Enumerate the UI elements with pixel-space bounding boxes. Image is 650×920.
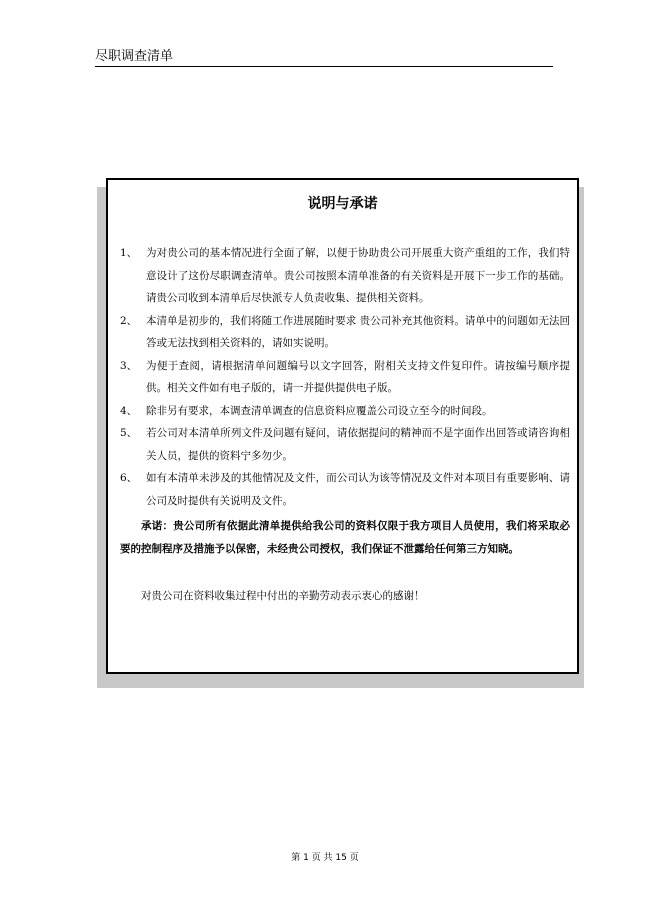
list-item	[120, 422, 570, 467]
page-header	[95, 50, 553, 67]
page-number: 第 1 页 共 15 页	[291, 853, 359, 863]
list-item	[120, 310, 570, 355]
notice-box	[106, 178, 579, 674]
item-text: 若公司对本清单所列文件及问题有疑问，请依据提问的精神而不是字面作出回答或请咨询相关人员，提供的资料宁多勿少。	[146, 427, 570, 462]
notice-list	[120, 242, 570, 512]
pledge-statement: 承诺：贵公司所有依据此清单提供给我公司的资料仅限于我方项目人员使用，我们将采取必要的控制程序及措施予以保密，未经贵公司授权，我们保证不泄露给任何第三方知晓。	[120, 520, 570, 555]
list-item	[120, 467, 570, 512]
item-text: 如有本清单未涉及的其他情况及文件，而公司认为该等情况及文件对本项目有重要影响、请公司及时提供有关说明及文件。	[146, 472, 570, 507]
notice-title: 说明与承诺	[307, 196, 378, 212]
header-title: 尽职调查清单	[95, 49, 174, 64]
item-text: 为便于查阅，请根据清单问题编号以文字回答，附相关支持文件复印件。请按编号顺序提供。相关文件如有电子版的，请一并提供提供电子版。	[146, 359, 570, 394]
item-text: 除非另有要求，本调查清单调查的信息资料应覆盖公司设立至今的时间段。	[146, 404, 493, 417]
list-item	[120, 400, 570, 423]
item-text: 为对贵公司的基本情况进行全面了解，以便于协助贵公司开展重大资产重组的工作，我们特意设计了这份尽职调查清单。贵公司按照本清单准备的有关资料是开展下一步工作的基础。请贵公司收到本清单后尽快派专人负责收集、提供相关资料。	[146, 247, 570, 304]
item-number: 1、	[120, 247, 138, 259]
item-number: 3、	[120, 359, 138, 372]
item-number: 6、	[120, 472, 138, 484]
list-item	[120, 242, 570, 310]
thanks-note: 对贵公司在资料收集过程中付出的辛勤劳动表示衷心的感谢！	[141, 590, 425, 602]
list-item	[120, 355, 570, 400]
item-number: 2、	[120, 314, 138, 327]
item-number: 5、	[120, 427, 138, 439]
item-text: 本清单是初步的，我们将随工作进展随时要求 贵公司补充其他资料。请单中的问题如无法回答或无法找到相关资料的，请如实说明。	[146, 314, 570, 349]
item-number: 4、	[120, 404, 138, 417]
